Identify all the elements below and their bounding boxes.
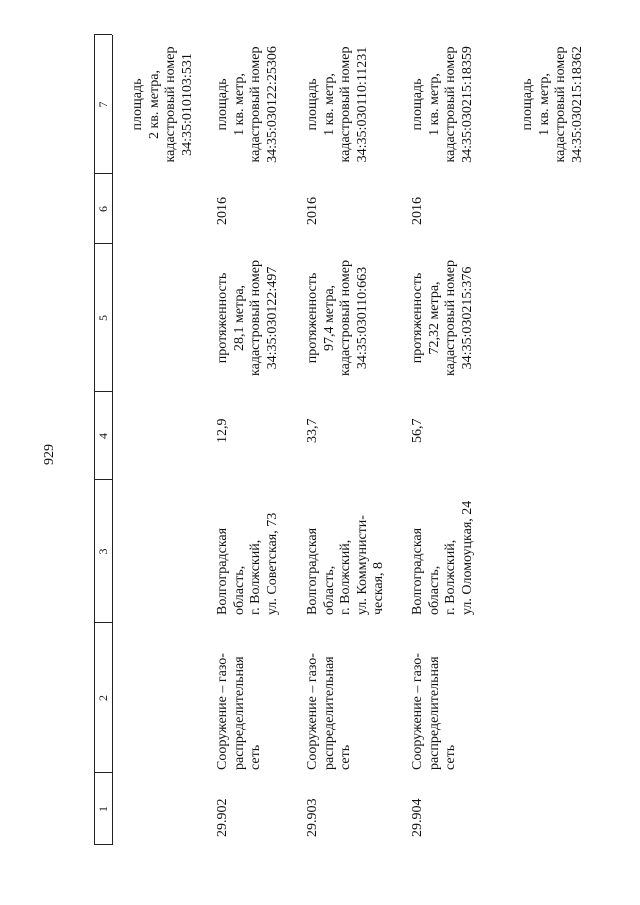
year-value: 2016 [410,197,425,225]
cell-line: 34:35:030215:376 [459,266,475,370]
cell-line: кадастровый номер [248,260,263,376]
length-value: 33,7 [305,418,320,443]
cell-line: сеть [248,744,263,770]
object-name [215,653,265,770]
cell-line: 34:35:030215:18362 [569,46,585,163]
cell-line: область, [426,565,442,615]
cell-line: 28,1 метра, [231,284,247,352]
cell-line: 1 кв. метр, [536,73,552,136]
object-description [305,244,371,392]
object-name [410,653,460,770]
cell-line: 72,32 метра, [426,281,442,355]
cell-line: площадь [410,78,425,131]
continuation-cell [520,35,586,174]
cell-line: 34:35:030110:11231 [354,46,370,163]
cell-line: ул. Оломоуцкая, 24 [459,500,475,615]
land-plot-info [305,35,371,174]
row-number: 29.904 [410,798,425,837]
cell-line: кадастровый номер [443,46,458,163]
column-header-7: 7 [96,101,110,108]
cell-line: 34:35:030110:663 [354,266,370,370]
column-header-1: 1 [96,806,110,812]
page-number: 929 [42,444,57,465]
object-address [410,501,476,615]
cell-line: Сооружение – газо- [305,653,320,770]
cell-line: протяженность [215,272,230,364]
cell-line: 1 кв. метр, [321,73,337,136]
object-description [215,244,281,392]
object-address [215,513,281,615]
cell-line: 34:35:030122:25306 [264,46,280,163]
column-header-3: 3 [96,548,110,555]
object-name [305,653,355,770]
cell-line: кадастровый номер [163,46,178,163]
cell-line: площадь [305,78,320,131]
length-value: 56,7 [410,418,425,443]
column-header-2: 2 [96,695,110,701]
cell-line: 97,4 метра, [321,284,337,352]
cell-line: площадь [520,78,535,131]
cell-line: ул. Коммунисти- [354,515,370,615]
cell-line: 34:35:030122:497 [264,266,280,370]
cell-line: Волгоградская [305,527,320,615]
cell-line: площадь [215,78,230,131]
cell-line: Сооружение – газо- [410,653,425,770]
cell-line: кадастровый номер [443,260,458,376]
cell-line: 2 кв. метра, [146,70,162,139]
cell-line: Сооружение – газо- [215,653,230,770]
column-header-5: 5 [96,315,110,321]
column-header-6: 6 [96,206,110,212]
cell-line: сеть [338,744,353,770]
cell-line: г. Волжский, [443,539,458,615]
cell-line: 1 кв. метр, [231,73,247,136]
object-address [305,515,388,615]
land-plot-info [410,35,476,174]
cell-line: 34:35:030215:18359 [459,46,475,163]
cell-line: кадастровый номер [338,260,353,376]
cell-line: протяженность [410,272,425,364]
year-value: 2016 [305,197,320,225]
cell-line: площадь [130,78,145,131]
cell-line: распределительная [426,656,442,770]
cell-line: ческая, 8 [371,561,386,615]
land-plot-info [215,35,281,174]
cell-line: 1 кв. метр, [426,73,442,136]
cell-line: кадастровый номер [248,46,263,163]
cell-line: распределительная [231,656,247,770]
cell-line: область, [231,565,247,615]
column-header-4: 4 [96,433,110,439]
cell-line: область, [321,565,337,615]
cell-line: Волгоградская [215,527,230,615]
length-value: 12,9 [215,418,230,443]
cell-line: Волгоградская [410,527,425,615]
cell-line: 34:35:010103:531 [179,53,195,156]
cell-line: кадастровый номер [338,46,353,163]
cell-line: г. Волжский, [338,539,353,615]
continuation-cell [130,35,196,174]
cell-line: г. Волжский, [248,539,263,615]
object-description [410,244,476,392]
row-number: 29.902 [215,798,230,837]
cell-line: кадастровый номер [553,46,568,163]
cell-line: ул. Советская, 73 [264,512,280,615]
row-number: 29.903 [305,798,320,837]
cell-line: протяженность [305,272,320,364]
cell-line: сеть [443,744,458,770]
table-header-border [112,35,113,845]
cell-line: распределительная [321,656,337,770]
year-value: 2016 [215,197,230,225]
